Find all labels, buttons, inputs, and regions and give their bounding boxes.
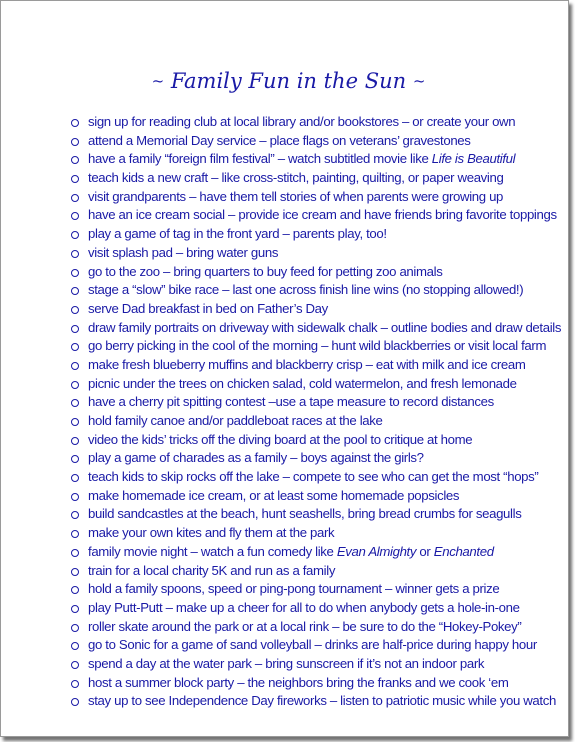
list-item [71, 412, 561, 431]
list-item [71, 244, 561, 263]
list-item-text: host a summer block party – the neighbors bring the franks and we cook ‘em [88, 674, 509, 690]
list-item-text: go to Sonic for a game of sand volleyball – drinks are half-price during happy hour [88, 637, 537, 653]
list-item [71, 580, 561, 599]
list-item [71, 356, 561, 375]
list-item-text: video the kids’ tricks off the diving board at the pool to critique at home [88, 431, 473, 447]
list-item [71, 636, 561, 655]
circle-bullet-icon [71, 250, 79, 258]
list-item-text: play a game of charades as a family – boys against the girls? [88, 450, 424, 466]
circle-bullet-icon [71, 530, 79, 538]
list-item [71, 655, 561, 674]
list-item-text: teach kids a new craft – like cross-stitch, painting, quilting, or paper weaving [88, 170, 504, 186]
list-item [71, 150, 561, 169]
list-item-text: visit grandparents – have them tell stories of when parents were growing up [88, 188, 504, 204]
circle-bullet-icon [71, 343, 79, 351]
list-item [71, 169, 561, 188]
list-item [71, 674, 561, 693]
list-item-text: sign up for reading club at local library and/or bookstores – or create your own [88, 114, 516, 129]
list-item [71, 132, 561, 151]
circle-bullet-icon [71, 325, 79, 333]
circle-bullet-icon [71, 418, 79, 426]
list-item [71, 113, 561, 132]
list-item-text: make your own kites and fly them at the park [88, 525, 335, 541]
list-item-text: stay up to see Independence Day fireworks – listen to patriotic music while you watch [88, 693, 556, 709]
list-item [71, 375, 561, 394]
list-item [71, 281, 561, 300]
circle-bullet-icon [71, 493, 79, 501]
list-item-text: serve Dad breakfast in bed on Father’s Day [88, 300, 328, 316]
list-item [71, 618, 561, 637]
list-item-text: picnic under the trees on chicken salad, cold watermelon, and fresh lemonade [88, 375, 517, 391]
circle-bullet-icon [71, 680, 79, 688]
circle-bullet-icon [71, 231, 79, 239]
list-item-text: hold a family spoons, speed or ping-pong tournament – winner gets a prize [88, 581, 500, 597]
list-item-text: draw family portraits on driveway with sidewalk chalk – outline bodies and draw details [88, 319, 562, 335]
circle-bullet-icon [71, 138, 79, 146]
circle-bullet-icon [71, 381, 79, 389]
circle-bullet-icon [71, 455, 79, 463]
list-item-text: make homemade ice cream, or at least some homemade popsicles [88, 487, 460, 503]
list-item-text: teach kids to skip rocks off the lake – compete to see who can get the most “hops” [88, 469, 539, 485]
list-item [71, 206, 561, 225]
circle-bullet-icon [71, 474, 79, 482]
circle-bullet-icon [71, 605, 79, 613]
list-item-title-italic: Evan Almighty [336, 543, 417, 559]
list-item-text: make fresh blueberry muffins and blackberry crisp – eat with milk and ice cream [88, 356, 526, 372]
circle-bullet-icon [71, 175, 79, 183]
list-item-text: attend a Memorial Day service – place flags on veterans’ gravestones [88, 132, 471, 148]
circle-bullet-icon [71, 399, 79, 407]
list-item-text: go to the zoo – bring quarters to buy feed for petting zoo animals [88, 263, 443, 279]
list-item-text: have a cherry pit spitting contest –use a tape measure to record distances [88, 394, 494, 410]
circle-bullet-icon [71, 586, 79, 594]
list-item [71, 225, 561, 244]
list-item-title-italic: Life is Beautiful [431, 151, 516, 167]
title-text: Family Fun in the Sun [170, 69, 407, 93]
list-item [71, 337, 561, 356]
list-item [71, 188, 561, 207]
list-item [71, 562, 561, 581]
list-item-text: have an ice cream social – provide ice cream and have friends bring favorite toppings [88, 207, 557, 223]
circle-bullet-icon [71, 642, 79, 650]
circle-bullet-icon [71, 306, 79, 314]
list-item-text: hold family canoe and/or paddleboat races at the lake [88, 413, 383, 428]
list-item-text: stage a “slow” bike race – last one across finish line wins (no stopping allowed!) [88, 282, 524, 298]
list-item [71, 487, 561, 506]
list-item [71, 543, 561, 562]
circle-bullet-icon [71, 194, 79, 202]
list-item-text: have a family “foreign film festival” – watch subtitled movie like [88, 151, 432, 167]
circle-bullet-icon [71, 212, 79, 220]
circle-bullet-icon [71, 661, 79, 669]
circle-bullet-icon [71, 287, 79, 295]
list-item-text: play a game of tag in the front yard – parents play, too! [88, 226, 387, 242]
list-item [71, 263, 561, 282]
circle-bullet-icon [71, 568, 79, 576]
list-item [71, 449, 561, 468]
list-item-text: visit splash pad – bring water guns [88, 244, 279, 260]
list-item [71, 319, 561, 338]
list-item-text: family movie night – watch a fun comedy like [88, 543, 337, 559]
circle-bullet-icon [71, 119, 79, 127]
list-item-text: go berry picking in the cool of the morning – hunt wild blackberries or visit local farm [88, 338, 547, 354]
list-item [71, 431, 561, 450]
activity-list [71, 113, 561, 711]
title-flourish-right: ~ [412, 72, 426, 90]
list-item [71, 524, 561, 543]
title-flourish-left: ~ [151, 72, 165, 90]
list-item-text: spend a day at the water park – bring sunscreen if it’s not an indoor park [88, 655, 485, 671]
list-item-text: build sandcastles at the beach, hunt seashells, bring bread crumbs for seagulls [88, 506, 522, 522]
circle-bullet-icon [71, 156, 79, 164]
list-item [71, 505, 561, 524]
circle-bullet-icon [71, 269, 79, 277]
list-item-text: play Putt-Putt – make up a cheer for all to do when anybody gets a hole-in-one [88, 599, 520, 615]
circle-bullet-icon [71, 624, 79, 632]
circle-bullet-icon [71, 437, 79, 445]
list-item-text: roller skate around the park or at a local rink – be sure to do the “Hokey-Pokey” [88, 618, 522, 634]
list-item [71, 300, 561, 319]
list-item [71, 692, 561, 711]
list-item [71, 599, 561, 618]
document-title [1, 69, 575, 93]
list-item [71, 468, 561, 487]
list-item-text: train for a local charity 5K and run as a family [88, 562, 336, 578]
list-item-text: or [416, 543, 434, 559]
circle-bullet-icon [71, 511, 79, 519]
list-item-title-italic: Enchanted [433, 543, 494, 559]
circle-bullet-icon [71, 698, 79, 706]
circle-bullet-icon [71, 362, 79, 370]
circle-bullet-icon [71, 549, 79, 557]
list-item [71, 393, 561, 412]
